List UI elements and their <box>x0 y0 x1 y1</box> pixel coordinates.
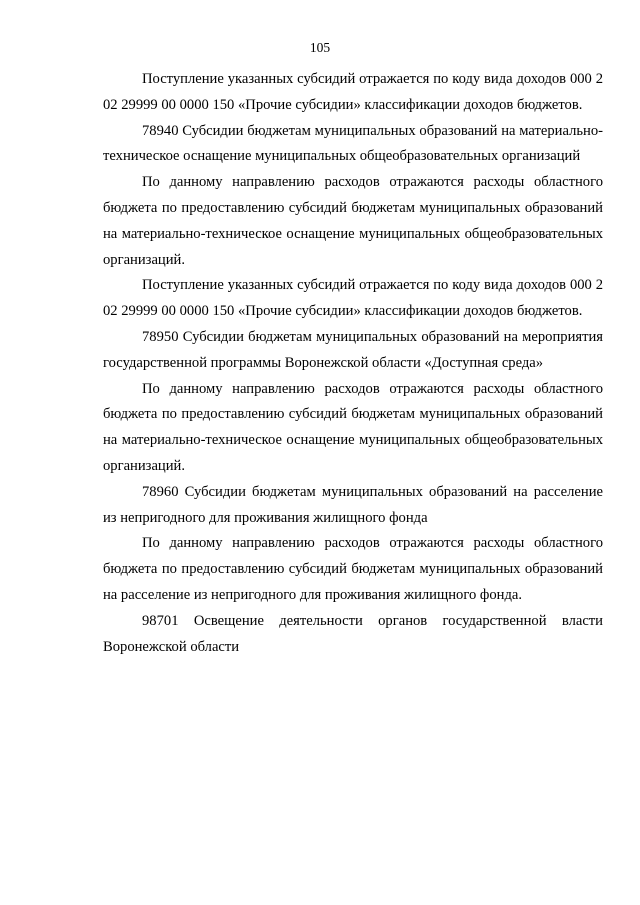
paragraph-expenses-78940: По данному направлению расходов отражаются расходы областного бюджета по предоставлению субсидий бюджетам муниципальных образований на материально-техническое оснащение муниципальных общеобразовательных организаций. <box>103 174 603 268</box>
paragraph-heading-98701: 98701 Освещение деятельности органов государственной власти Воронежской области <box>103 612 603 655</box>
paragraph-expenses-78960: По данному направлению расходов отражаются расходы областного бюджета по предоставлению субсидий бюджетам муниципальных образований на расселение из непригодного для проживания жилищного фонда. <box>103 535 603 603</box>
paragraph-heading-78940: 78940 Субсидии бюджетам муниципальных образований на материально-техническое оснащение муниципальных общеобразовательных организаций <box>103 122 603 165</box>
document-body <box>103 67 603 660</box>
paragraph-revenue-note-2: Поступление указанных субсидий отражается по коду вида доходов 000 2 02 29999 00 0000 150 «Прочие субсидии» классификации доходов бюджетов. <box>103 277 603 320</box>
page-number: 105 <box>309 40 331 55</box>
paragraph-heading-78950: 78950 Субсидии бюджетам муниципальных образований на мероприятия государственной программы Воронежской области «Доступная среда» <box>103 328 603 371</box>
paragraph-heading-78960: 78960 Субсидии бюджетам муниципальных образований на расселение из непригодного для проживания жилищного фонда <box>103 483 603 526</box>
paragraph-expenses-78950: По данному направлению расходов отражаются расходы областного бюджета по предоставлению субсидий бюджетам муниципальных образований на материально-техническое оснащение муниципальных общеобразовательных организаций. <box>103 380 603 474</box>
paragraph-revenue-note-1: Поступление указанных субсидий отражается по коду вида доходов 000 2 02 29999 00 0000 150 «Прочие субсидии» классификации доходов бюджетов. <box>103 71 603 113</box>
